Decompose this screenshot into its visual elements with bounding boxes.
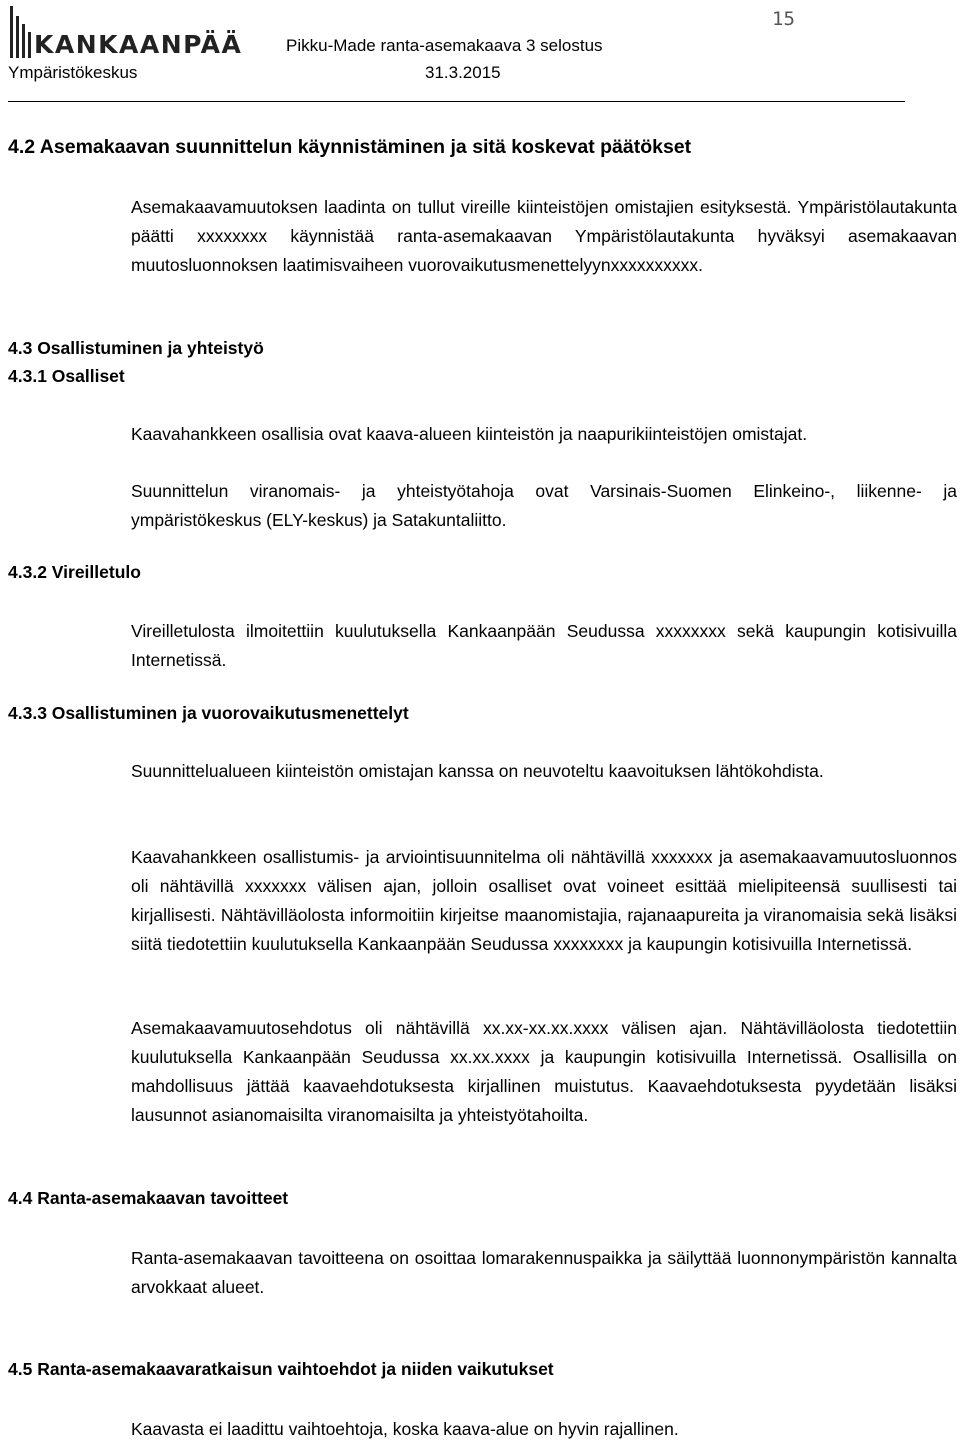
section-4-3-2-text: Vireilletulosta ilmoitettiin kuulutuksella Kankaanpään Seudussa xxxxxxxx sekä kaupungin kotisivuilla Internetissä. bbox=[131, 621, 957, 670]
section-4-3-2-heading: 4.3.2 Vireilletulo bbox=[8, 562, 141, 582]
section-4-5-heading: 4.5 Ranta-asemakaavaratkaisun vaihtoehdot ja niiden vaikutukset bbox=[8, 1359, 554, 1379]
header-organization: Ympäristökeskus bbox=[8, 63, 138, 82]
section-4-2-text: Asemakaavamuutoksen laadinta on tullut vireille kiinteistöjen omistajien esityksestä. Ympäristölautakunta päätti xxxxxxxx käynnistää ranta-asemakaavan Ympäristölautakunta hyväksyi asemakaavan muutosluonnoksen laatimisvaiheen vuorovaikutusmenettelyynxxxxxxxxxx. bbox=[131, 197, 957, 275]
section-4-3-3-text-1: Suunnittelualueen kiinteistön omistajan kanssa on neuvoteltu kaavoituksen lähtökohdista. bbox=[131, 761, 824, 781]
section-4-4-heading: 4.4 Ranta-asemakaavan tavoitteet bbox=[8, 1188, 289, 1208]
section-4-3-3-heading: 4.3.3 Osallistuminen ja vuorovaikutusmenettelyt bbox=[8, 703, 409, 723]
section-4-3-heading: 4.3 Osallistuminen ja yhteistyö bbox=[8, 338, 264, 358]
section-4-3-1-heading: 4.3.1 Osalliset bbox=[8, 366, 125, 386]
section-4-3-3-text-3: Asemakaavamuutosehdotus oli nähtävillä xx.xx-xx.xx.xxxx välisen ajan. Nähtävilläolosta tiedotettiin kuulutuksella Kankaanpään Seudussa xx.xx.xxxx ja kaupungin kotisivuilla Internetissä. Osallisilla on mahdollisuus jättää kaavaehdotuksesta kirjallinen muistutus. Kaavaehdotuksesta pyydetään lisäksi lausunnot asianomaisilta viranomaisilta ja yhteistyötahoilta. bbox=[131, 1018, 957, 1125]
logo-text: KANKAANPÄÄ bbox=[34, 30, 243, 59]
page-number: 15 bbox=[772, 8, 795, 30]
section-4-2-heading: 4.2 Asemakaavan suunnittelun käynnistäminen ja sitä koskevat päätökset bbox=[8, 136, 692, 158]
section-4-3-1-text-2: Suunnittelun viranomais- ja yhteistyötahoja ovat Varsinais-Suomen Elinkeino-, liikenne- ja ympäristökeskus (ELY-keskus) ja Satakuntaliitto. bbox=[131, 481, 957, 530]
header-date: 31.3.2015 bbox=[425, 63, 501, 82]
section-4-5-text: Kaavasta ei laadittu vaihtoehtoja, koska kaava-alue on hyvin rajallinen. bbox=[131, 1419, 679, 1439]
section-4-3-1-text-1: Kaavahankkeen osallisia ovat kaava-alueen kiinteistön ja naapurikiinteistöjen omistajat. bbox=[131, 424, 808, 444]
section-4-4-text: Ranta-asemakaavan tavoitteena on osoittaa lomarakennuspaikka ja säilyttää luonnonympäristön kannalta arvokkaat alueet. bbox=[131, 1248, 957, 1297]
header-divider bbox=[8, 101, 905, 102]
section-4-3-3-text-2: Kaavahankkeen osallistumis- ja arviointisuunnitelma oli nähtävillä xxxxxxx ja asemakaavamuutosluonnos oli nähtävillä xxxxxxx välisen ajan, jolloin osalliset ovat voineet esittää mielipiteensä suullisesti tai kirjallisesti. Nähtävilläolosta informoitiin kirjeitse maanomistajia, rajanaapureita ja viranomaisia sekä lisäksi siitä tiedotettiin kuulutuksella Kankaanpään Seudussa xxxxxxxx ja kaupungin kotisivuilla Internetissä. bbox=[131, 847, 957, 954]
header-document-title: Pikku-Made ranta-asemakaava 3 selostus bbox=[286, 36, 603, 55]
kankaanpaa-logo bbox=[8, 2, 253, 62]
